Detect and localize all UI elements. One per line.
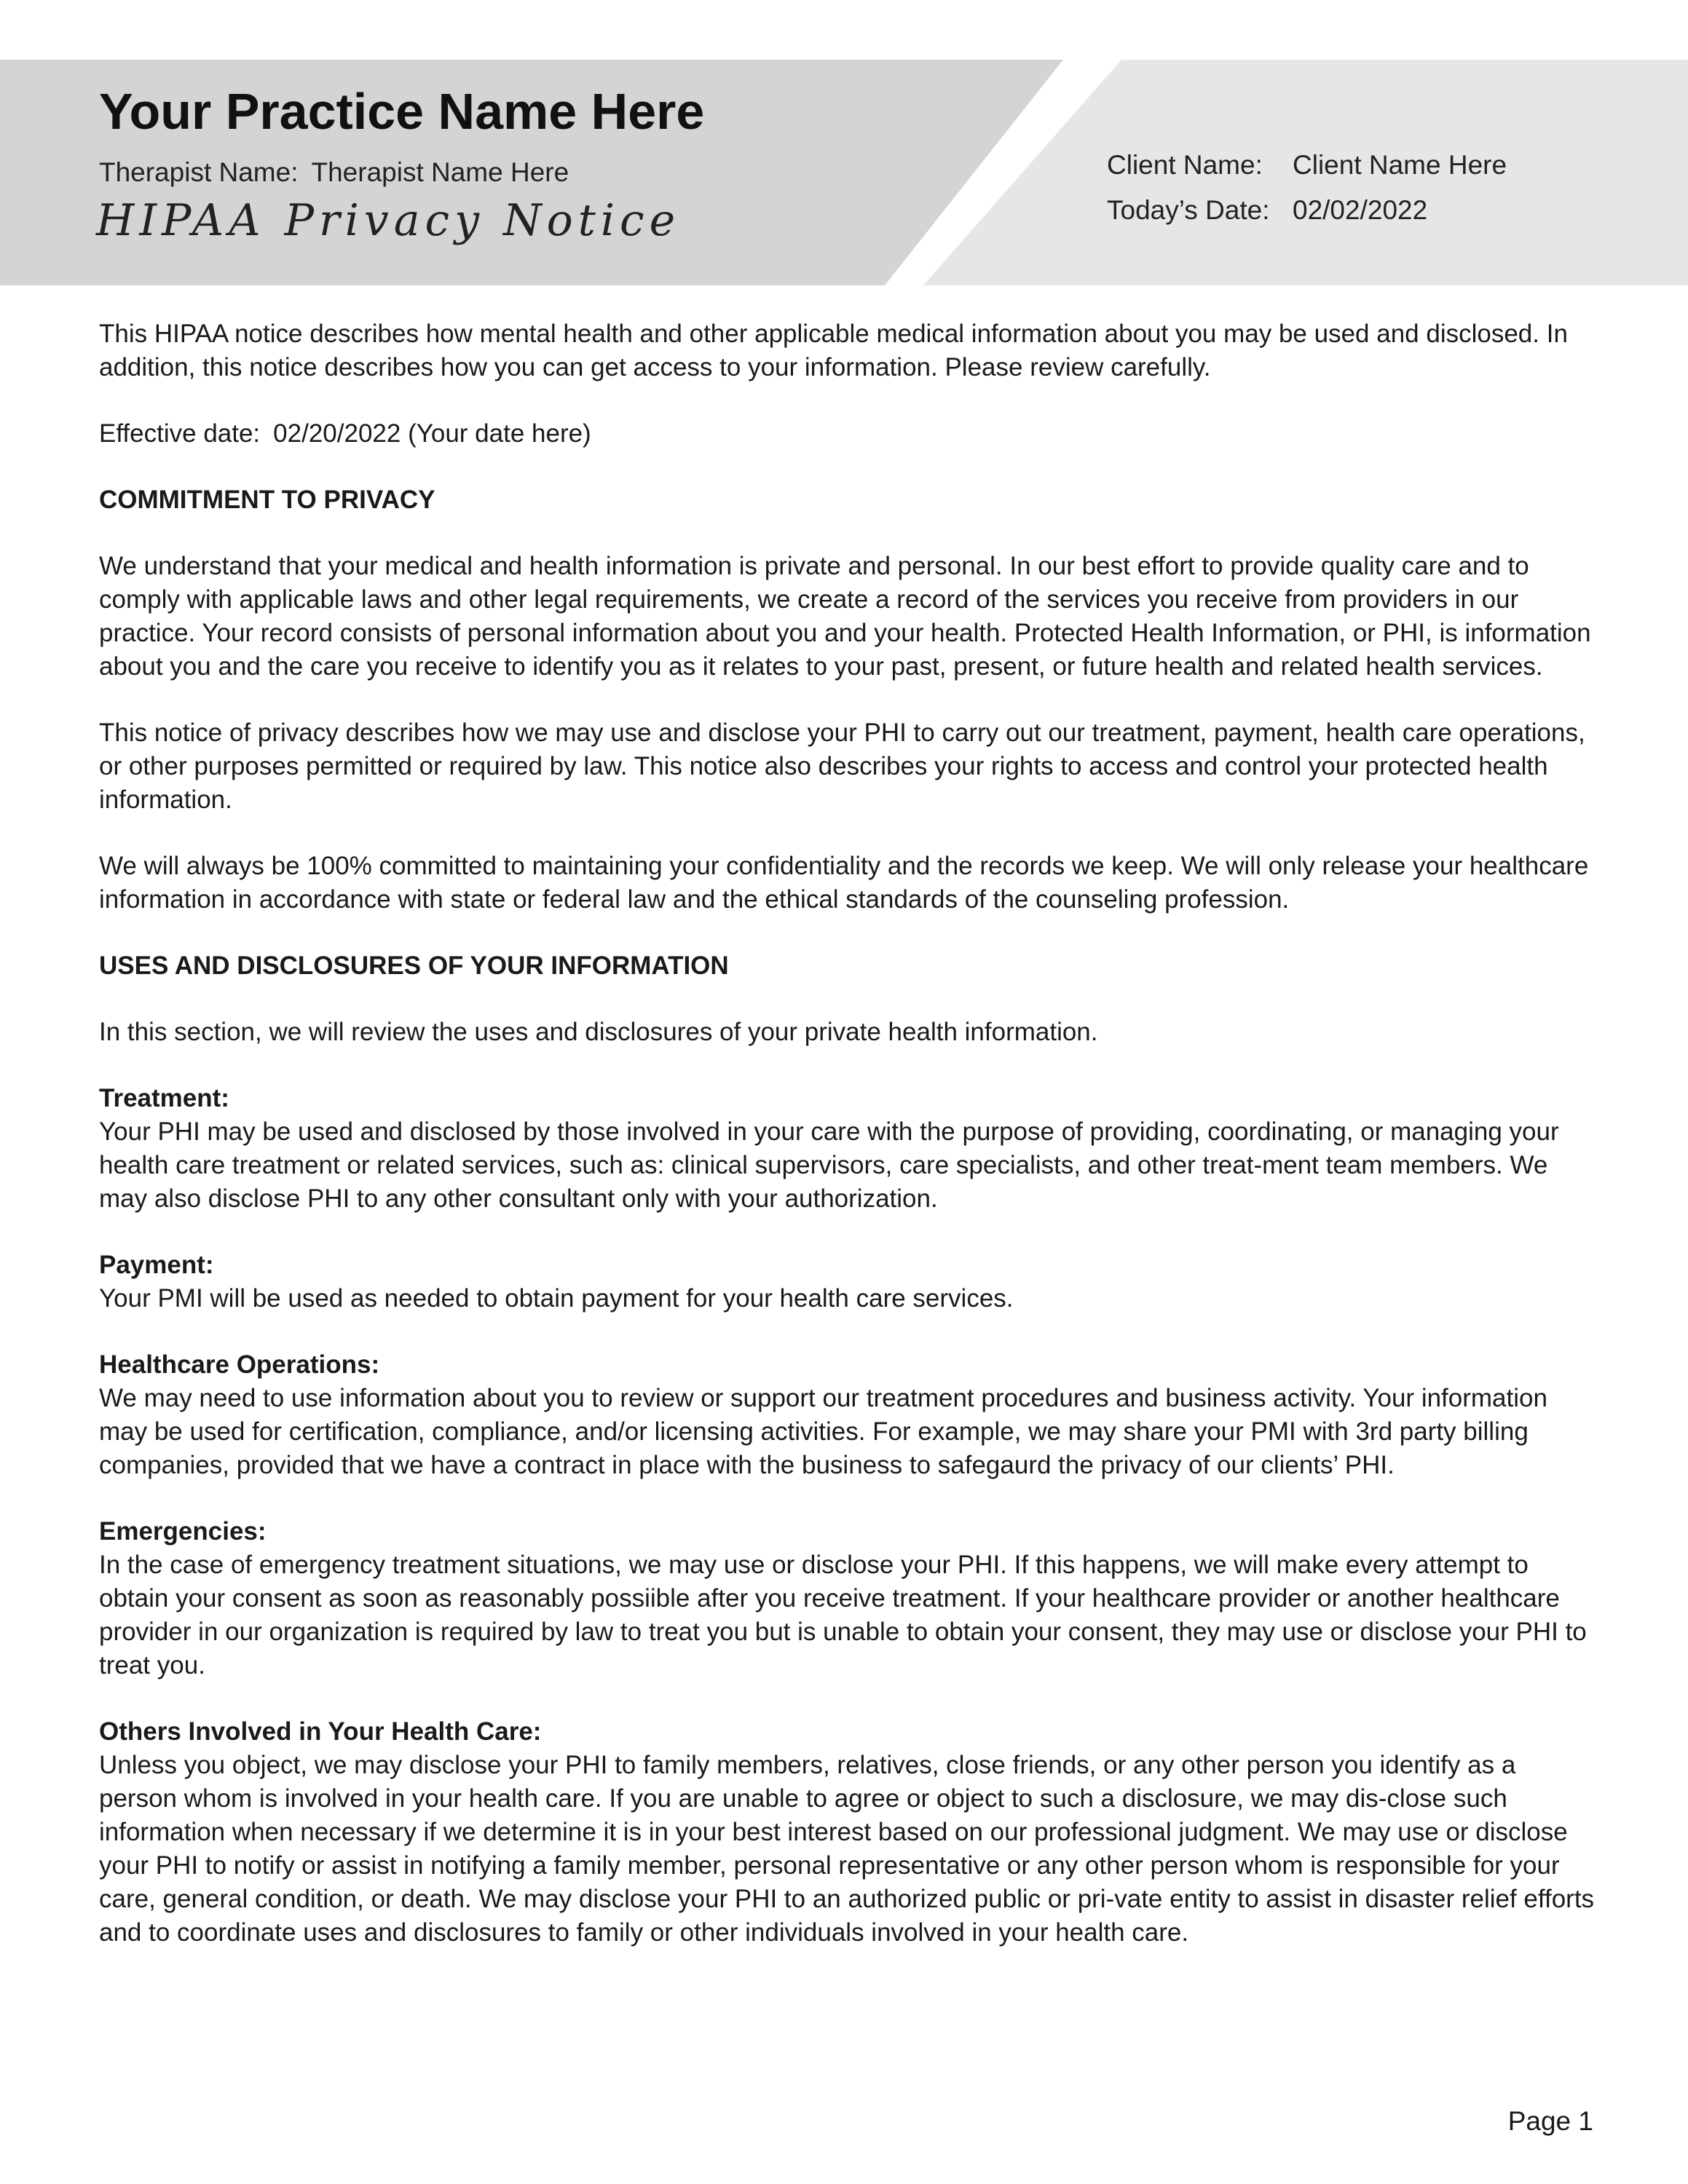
notice-body [99, 317, 1599, 1982]
therapist-row [99, 157, 569, 188]
emergencies-heading: Emergencies: [99, 1517, 267, 1546]
document-header [0, 0, 1688, 285]
treatment-text: Your PHI may be used and disclosed by those involved in your care with the purpose of providing, coordinating, or managing your health care treatment or related services, such as: clinical supervisors, care specialists, and other treat-ment team members. We may also disclose PHI to any other consultant only with your authorization. [99, 1117, 1559, 1213]
todays-date-field[interactable]: 02/02/2022 [1293, 195, 1428, 225]
uses-heading: USES AND DISCLOSURES OF YOUR INFORMATION [99, 951, 729, 980]
practice-name: Your Practice Name Here [99, 83, 705, 140]
notice-title: HIPAA Privacy Notice [96, 195, 681, 246]
payment-section [99, 1249, 1599, 1315]
effective-date-label: Effective date: [99, 419, 261, 448]
others-involved-heading: Others Involved in Your Health Care: [99, 1717, 542, 1746]
page-number: Page 1 [1507, 2106, 1593, 2136]
treatment-section [99, 1082, 1599, 1216]
intro-paragraph: This HIPAA notice describes how mental health and other applicable medical information about you may be used and disclosed. In addition, this notice describes how you can get access to your information. Please review carefully. [99, 320, 1568, 381]
commitment-paragraph: We will always be 100% committed to maintaining your confidentiality and the records we keep. We will only release your healthcare information in accordance with state or federal law and the ethical standards of the counseling profession. [99, 852, 1589, 914]
todays-date-label: Today’s Date: [1107, 195, 1270, 225]
emergencies-section [99, 1515, 1599, 1682]
effective-date-value[interactable]: 02/20/2022 (Your date here) [273, 419, 591, 448]
healthcare-operations-heading: Healthcare Operations: [99, 1350, 380, 1379]
commitment-heading: COMMITMENT TO PRIVACY [99, 486, 435, 514]
client-name-row [1107, 143, 1507, 188]
emergencies-text: In the case of emergency treatment situations, we may use or disclose your PHI. If this happens, we will make every attempt to obtain your consent as soon as reasonably possiible after you receive treatment. If your healthcare provider or another healthcare provider in our organization is required by law to treat you but is unable to obtain your consent, they may use or disclose your PHI to treat you. [99, 1551, 1587, 1679]
commitment-paragraph: We understand that your medical and health information is private and personal. In our best effort to provide quality care and to comply with applicable laws and other legal requirements, we create a record of the services you receive from providers in our practice. Your record consists of personal information about you and your health. Protected Health Information, or PHI, is information about you and the care you receive to identify you as it relates to your past, present, or future health and related health services. [99, 552, 1591, 681]
therapist-label: Therapist Name: [99, 157, 299, 187]
therapist-name-field[interactable]: Therapist Name Here [311, 157, 569, 187]
others-involved-section [99, 1715, 1599, 1950]
payment-heading: Payment: [99, 1251, 214, 1279]
healthcare-operations-section [99, 1348, 1599, 1482]
uses-intro: In this section, we will review the uses and disclosures of your private health information. [99, 1018, 1098, 1046]
payment-text: Your PMI will be used as needed to obtain payment for your health care services. [99, 1284, 1014, 1313]
effective-date [99, 417, 1599, 451]
client-name-label: Client Name: [1107, 150, 1263, 180]
client-info [1107, 143, 1507, 233]
others-involved-text: Unless you object, we may disclose your PHI to family members, relatives, close friends, or any other person you identify as a person whom is involved in your health care. If you are unable to agree or object to such a disclosure, we may dis-close such information when necessary if we determine it is in your best interest based on our professional judgment. We may use or disclose your PHI to notify or assist in notifying a family member, personal representative or any other person whom is responsible for your care, general condition, or death. We may disclose your PHI to an authorized public or pri-vate entity to assist in disaster relief efforts and to coordinate uses and disclosures to family or other individuals involved in your health care. [99, 1751, 1595, 1947]
client-name-field[interactable]: Client Name Here [1293, 150, 1507, 180]
treatment-heading: Treatment: [99, 1084, 229, 1112]
healthcare-operations-text: We may need to use information about you to review or support our treatment procedures and business activity. Your information may be used for certification, compliance, and/or licensing activities. For example, we may share your PMI with 3rd party billing companies, provided that we have a contract in place with the business to safegaurd the privacy of our clients’ PHI. [99, 1384, 1547, 1479]
todays-date-row [1107, 188, 1507, 233]
commitment-paragraph: This notice of privacy describes how we may use and disclose your PHI to carry out our treatment, payment, health care operations, or other purposes permitted or required by law. This notice also describes your rights to access and control your protected health information. [99, 719, 1585, 814]
